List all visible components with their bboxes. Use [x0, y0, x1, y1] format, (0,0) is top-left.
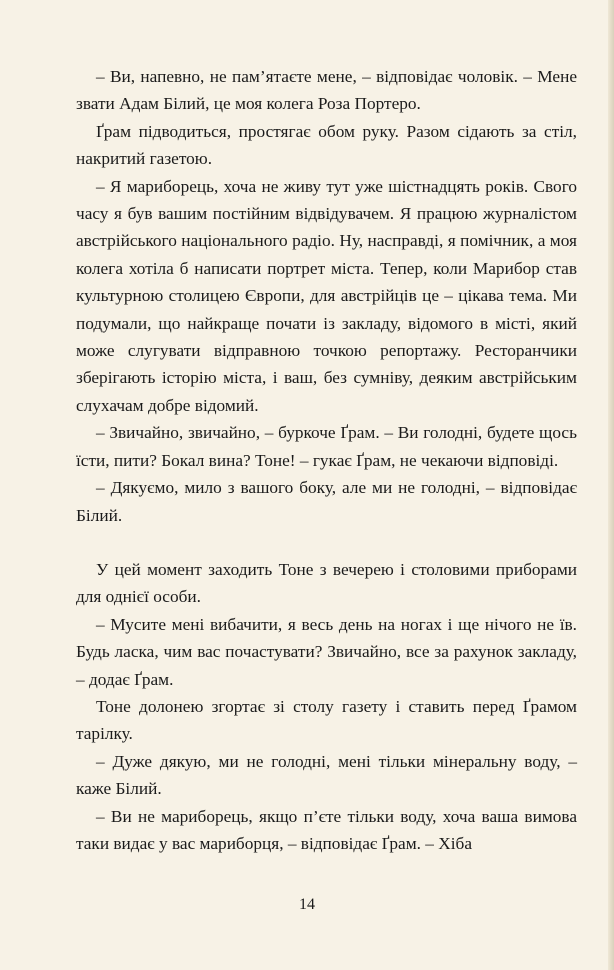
page-number: 14 [299, 896, 315, 913]
paragraph: – Я мариборець, хоча не живу тут уже шістнадцять років. Свого часу я був вашим постійним відвідувачем. Я працюю журналістом австрійського національного радіо. Ну, насправді, я помічник, а моя колега хотіла б написати портрет міста. Тепер, коли Марибор став культурною столицею Європи, для австрійців це – цікава тема. Ми подумали, що найкраще почати із закладу, відомого в місті, який може слугувати відправною точкою репортажу. Ресторанчики зберігають історію міста, і ваш, без сумніву, деяким австрійським слухачам добре відомий. [76, 176, 577, 415]
paragraph: – Дякуємо, мило з вашого боку, але ми не голодні, – відповідає Білий. [76, 478, 577, 525]
page-edge-shadow [608, 0, 614, 970]
paragraph: – Мусите мені вибачити, я весь день на ногах і ще нічого не їв. Будь ласка, чим вас почастувати? Звичайно, все за рахунок закладу, – додає Ґрам. [76, 614, 577, 689]
paragraph: – Звичайно, звичайно, – буркоче Ґрам. – Ви голодні, будете щось їсти, пити? Бокал вина? Тоне! – гукає Ґрам, не чекаючи відповіді. [76, 423, 577, 470]
paragraph: – Дуже дякую, ми не голодні, мені тільки мінеральну воду, – каже Білий. [76, 751, 577, 799]
body-text [76, 63, 577, 857]
paragraph: Тоне долонею згортає зі столу газету і ставить перед Ґрамом тарілку. [76, 696, 577, 744]
paragraph: У цей момент заходить Тоне з вечерею і столовими приборами для однієї особи. [76, 559, 577, 607]
paragraph: – Ви, напевно, не пам’ятаєте мене, – відповідає чоловік. – Мене звати Адам Білий, це моя колега Роза Портеро. [76, 67, 577, 114]
paragraph: – Ви не мариборець, якщо п’єте тільки воду, хоча ваша вимова таки видає у вас мариборця, – відповідає Ґрам. – Хіба [76, 806, 577, 853]
paragraph: Ґрам підводиться, простягає обом руку. Разом сідають за стіл, накритий газетою. [76, 121, 577, 169]
